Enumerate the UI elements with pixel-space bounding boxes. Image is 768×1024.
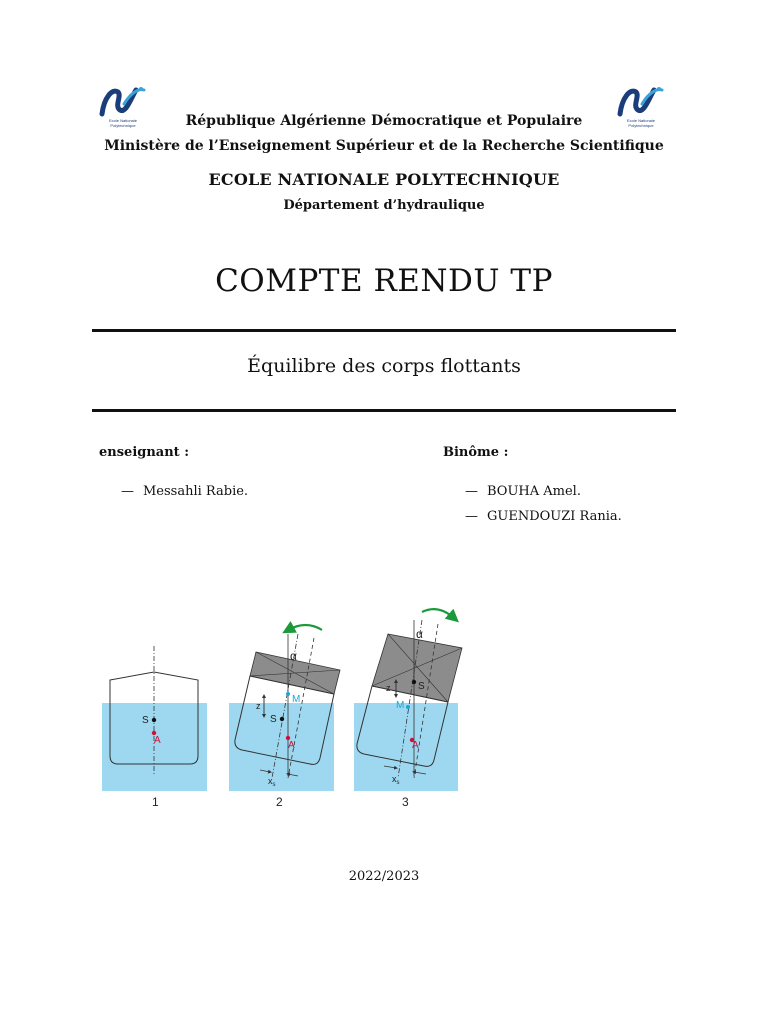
- point-s-1: [152, 718, 156, 722]
- panel-number-2: 2: [276, 795, 283, 809]
- panel-2: [229, 625, 340, 809]
- academic-year: 2022/2023: [348, 869, 420, 884]
- point-m-2: [286, 692, 290, 696]
- student-name-2: GUENDOUZI Rania.: [487, 509, 622, 524]
- label-a-1: A: [154, 735, 161, 746]
- panel-number-3: 3: [402, 795, 409, 809]
- label-alpha-2: α: [290, 649, 297, 663]
- water-2: [229, 703, 334, 791]
- label-z-2: z: [256, 701, 261, 711]
- binome-item-2: [465, 509, 622, 524]
- label-s-2: S: [270, 714, 277, 725]
- student-name-1: BOUHA Amel.: [487, 484, 581, 499]
- floating-body-figure: [92, 588, 476, 820]
- label-s-1: S: [142, 715, 149, 726]
- panel-1: [102, 646, 207, 809]
- panel-3: [354, 609, 462, 809]
- label-s-3: S: [418, 681, 425, 692]
- top-divider: [92, 329, 676, 332]
- point-s-3: [412, 680, 416, 684]
- list-dash: —: [465, 509, 478, 524]
- republic-line: République Algérienne Démocratique et Populaire: [185, 113, 583, 129]
- point-s-2: [280, 717, 284, 721]
- department-name: Département d’hydraulique: [283, 198, 485, 213]
- binome-label: Binôme :: [443, 445, 509, 460]
- label-z-3: z: [386, 683, 391, 693]
- label-alpha-3: α: [416, 627, 423, 641]
- logo-caption-left: Ecole Nationale Polytechnique: [108, 118, 138, 128]
- point-m-3: [406, 705, 410, 709]
- binome-item-1: [465, 484, 581, 499]
- ministry-line: Ministère de l’Enseignement Supérieur et de la Recherche Scientifique: [104, 138, 664, 154]
- label-xs-3: $x_s$: [392, 774, 400, 786]
- label-m-3: M: [396, 700, 405, 711]
- rotation-arrow-2: [288, 625, 322, 630]
- page-title: COMPTE RENDU TP: [215, 263, 553, 299]
- label-a-2: A: [288, 740, 295, 751]
- teacher-item: [121, 484, 248, 499]
- label-m-2: M: [292, 694, 301, 705]
- label-a-3: A: [412, 740, 419, 751]
- teacher-name: Messahli Rabie.: [143, 484, 249, 499]
- panel-number-1: 1: [152, 795, 159, 809]
- page-subtitle: Équilibre des corps flottants: [247, 355, 521, 377]
- logo-caption-right: Ecole Nationale Polytechnique: [626, 118, 656, 128]
- bottom-divider: [92, 409, 676, 412]
- label-xs-2: $x_s$: [268, 776, 276, 788]
- list-dash: —: [121, 484, 134, 499]
- rotation-arrow-3: [422, 609, 454, 618]
- list-dash: —: [465, 484, 478, 499]
- teacher-label: enseignant :: [99, 445, 189, 460]
- water-1: [102, 703, 207, 791]
- school-name: ECOLE NATIONALE POLYTECHNIQUE: [208, 170, 560, 189]
- water-3: [354, 703, 458, 791]
